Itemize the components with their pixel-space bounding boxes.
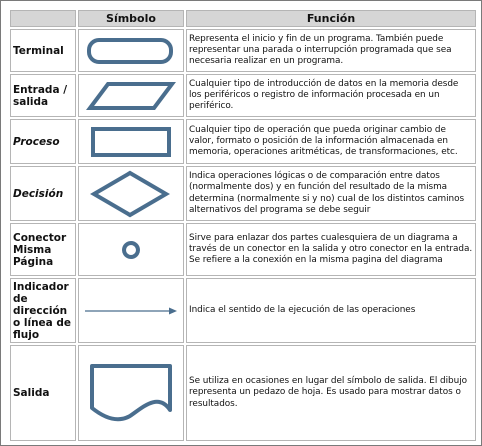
table-row (10, 345, 476, 441)
document-output-icon (84, 358, 178, 428)
header-empty-cell (10, 10, 76, 27)
symbol-cell (78, 345, 184, 441)
row-name: Terminal (10, 29, 76, 72)
symbol-cell (78, 166, 184, 221)
process-rectangle-icon (84, 125, 178, 159)
table-row (10, 223, 476, 276)
table-row (10, 119, 476, 164)
header-function: Función (186, 10, 476, 27)
row-name: Conector Misma Página (10, 223, 76, 276)
decision-diamond-icon (84, 169, 178, 219)
row-description: Cualquier tipo de operación que pueda originar cambio de valor, formato o posición de la información almacenada en memoria, operaciones aritméticas, de transformaciones, etc. (186, 119, 476, 164)
connector-circle-icon (84, 235, 178, 265)
row-name: Decisión (10, 166, 76, 221)
row-name: Salida (10, 345, 76, 441)
symbol-cell (78, 29, 184, 72)
row-description: Indica el sentido de la ejecución de las operaciones (186, 278, 476, 343)
row-description: Sirve para enlazar dos partes cualesquiera de un diagrama a través de un conector en la salida y otro conector en la entrada. Se refiere a la conexión en la misma pagina del diagrama (186, 223, 476, 276)
terminal-rounded-rect-icon (84, 35, 178, 67)
table-row (10, 166, 476, 221)
row-description: Indica operaciones lógicas o de comparación entre datos (normalmente dos) y en función del resultado de la misma determina (normalmente si y no) cual de los distintos caminos alternativos del programa se debe seguir (186, 166, 476, 221)
table-header-row (10, 10, 476, 27)
input-output-parallelogram-icon (84, 80, 178, 112)
row-description: Cualquier tipo de introducción de datos en la memoria desde los periféricos o registro de información procesada en un periférico. (186, 74, 476, 117)
table-row (10, 278, 476, 343)
row-description: Representa el inicio y fin de un programa. También puede representar una parada o interrupción programada que sea necesaria realizar en un programa. (186, 29, 476, 72)
symbol-cell (78, 74, 184, 117)
flowchart-symbols-table (8, 8, 478, 443)
row-name: Proceso (10, 119, 76, 164)
table-row (10, 74, 476, 117)
row-description: Se utiliza en ocasiones en lugar del símbolo de salida. El dibujo representa un pedazo de hoja. Es usado para mostrar datos o resultados. (186, 345, 476, 441)
flow-arrow-icon (81, 303, 181, 319)
symbol-cell (78, 223, 184, 276)
table-row (10, 29, 476, 72)
row-name: Entrada / salida (10, 74, 76, 117)
row-name: Indicador de dirección o línea de flujo (10, 278, 76, 343)
symbol-cell (78, 119, 184, 164)
header-symbol: Símbolo (78, 10, 184, 27)
symbol-cell (78, 278, 184, 343)
